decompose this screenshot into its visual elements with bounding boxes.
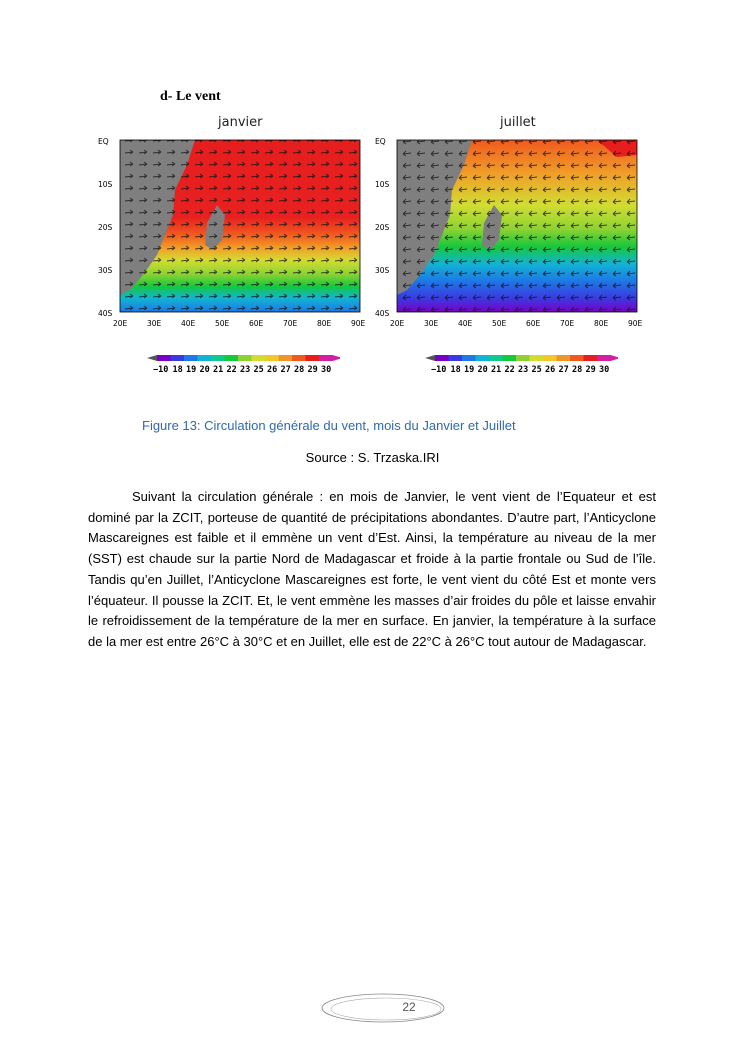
colorbar-label: −10 [153,365,169,375]
colorbar-swatch [543,355,557,361]
map-title: janvier [218,115,263,130]
x-tick-label: 90E [628,319,643,328]
y-tick-label: 40S [98,309,113,318]
colorbar-swatch [211,355,225,361]
colorbar-juillet [423,353,618,375]
colorbar-label: 22 [226,365,237,375]
y-tick-label: 30S [98,266,113,275]
colorbar-swatch [184,355,198,361]
map-janvier [95,115,370,330]
colorbar-label: 18 [172,365,183,375]
colorbar-label: 27 [558,365,569,375]
colorbar-label: 18 [450,365,461,375]
y-tick-label: EQ [98,137,109,146]
x-tick-label: 20E [390,319,405,328]
map-plot-area [397,140,637,312]
colorbar-label: 26 [545,365,556,375]
colorbar-label: 23 [240,365,251,375]
colorbar-swatch [597,355,611,361]
body-paragraph: Suivant la circulation générale : en mois de Janvier, le vent vient de l’Equateur et est dominé par la ZCIT, porteuse de quantité de précipitations abondantes. D’autre part, l’Anticyclone Mascareignes est faible et il emmène un vent d’Est. Ainsi, la température au niveau de la mer (SST) est chaude sur la partie Nord de Madagascar et froide à la partie frontale ou Sud de l’île. Tandis qu’en Juillet, l’Anticyclone Mascareignes est forte, le vent vient du côté Est et monte vers l’équateur. Il pousse la ZCIT. Et, le vent emmène les masses d’air froides du pôle et laisse envahir le refroidissement de la température de la mer en surface. En janvier, la température à la surface de la mer est entre 26°C à 30°C et en Juillet, elle est de 22°C à 26°C tout autour de Madagascar. [88,489,656,649]
x-tick-label: 90E [351,319,366,328]
section-heading: d- Le vent [160,89,221,104]
colorbar-label: 27 [280,365,291,375]
colorbar-swatch [503,355,517,361]
colorbar-swatch [265,355,279,361]
colorbar-swatch [238,355,252,361]
colorbar-label: 22 [504,365,515,375]
colorbar-swatch [157,355,171,361]
colorbar-swatch [516,355,530,361]
colorbar-label: 30 [599,365,610,375]
x-tick-label: 20E [113,319,128,328]
x-tick-label: 80E [317,319,332,328]
x-tick-label: 50E [492,319,507,328]
colorbar-swatch [489,355,503,361]
colorbar-swatch [570,355,584,361]
figure-source: Source : S. Trzaska.IRI [305,450,440,465]
colorbar-swatch [530,355,544,361]
colorbar-swatch [584,355,598,361]
x-tick-label: 50E [215,319,230,328]
colorbar-label: 21 [491,365,502,375]
colorbar-swatch [319,355,333,361]
colorbar-label: 20 [477,365,488,375]
colorbar-label: 21 [213,365,224,375]
figure-caption: Figure 13: Circulation générale du vent, mois du Janvier et Juillet [142,418,516,433]
colorbar-swatch [557,355,571,361]
colorbar-label: 30 [321,365,332,375]
map-juillet [372,115,647,330]
x-tick-label: 70E [283,319,298,328]
colorbar-swatch [449,355,463,361]
colorbar-swatch [292,355,306,361]
wind-sst-map [95,135,370,330]
colorbar-swatch [198,355,212,361]
y-tick-label: EQ [375,137,386,146]
x-tick-label: 60E [526,319,541,328]
x-tick-label: 80E [594,319,609,328]
y-tick-label: 30S [375,266,390,275]
colorbar-label: 28 [572,365,583,375]
colorbar-label: 25 [531,365,542,375]
y-tick-label: 20S [375,223,390,232]
y-tick-label: 10S [98,180,113,189]
colorbar-label: 19 [186,365,197,375]
colorbar-max-arrow [333,355,341,361]
colorbar-swatch [462,355,476,361]
colorbar-swatch [279,355,293,361]
x-tick-label: 40E [458,319,473,328]
map-title: juillet [500,115,536,130]
wind-sst-map [372,135,647,330]
colorbar-swatch [171,355,185,361]
colorbar-label: 29 [585,365,596,375]
colorbar-min-arrow [147,355,157,361]
colorbar-label: 20 [199,365,210,375]
colorbar-label: 25 [253,365,264,375]
x-tick-label: 30E [147,319,162,328]
colorbar-label: 29 [307,365,318,375]
x-tick-label: 30E [424,319,439,328]
colorbar-max-arrow [611,355,619,361]
y-tick-label: 10S [375,180,390,189]
x-tick-label: 60E [249,319,264,328]
colorbar-janvier [145,353,340,375]
colorbar-swatch [225,355,239,361]
colorbar-min-arrow [425,355,435,361]
x-tick-label: 40E [181,319,196,328]
colorbar-label: 23 [518,365,529,375]
colorbar-label: 26 [267,365,278,375]
y-tick-label: 20S [98,223,113,232]
y-tick-label: 40S [375,309,390,318]
colorbar-swatch [476,355,490,361]
page-number: 22 [402,1000,416,1014]
colorbar-swatch [306,355,320,361]
x-tick-label: 70E [560,319,575,328]
page-number-ornament [320,992,446,1024]
colorbar-label: 28 [294,365,305,375]
colorbar-label: 19 [464,365,475,375]
colorbar-swatch [252,355,266,361]
colorbar-label: −10 [431,365,447,375]
colorbar-swatch [435,355,449,361]
map-plot-area [120,140,360,312]
